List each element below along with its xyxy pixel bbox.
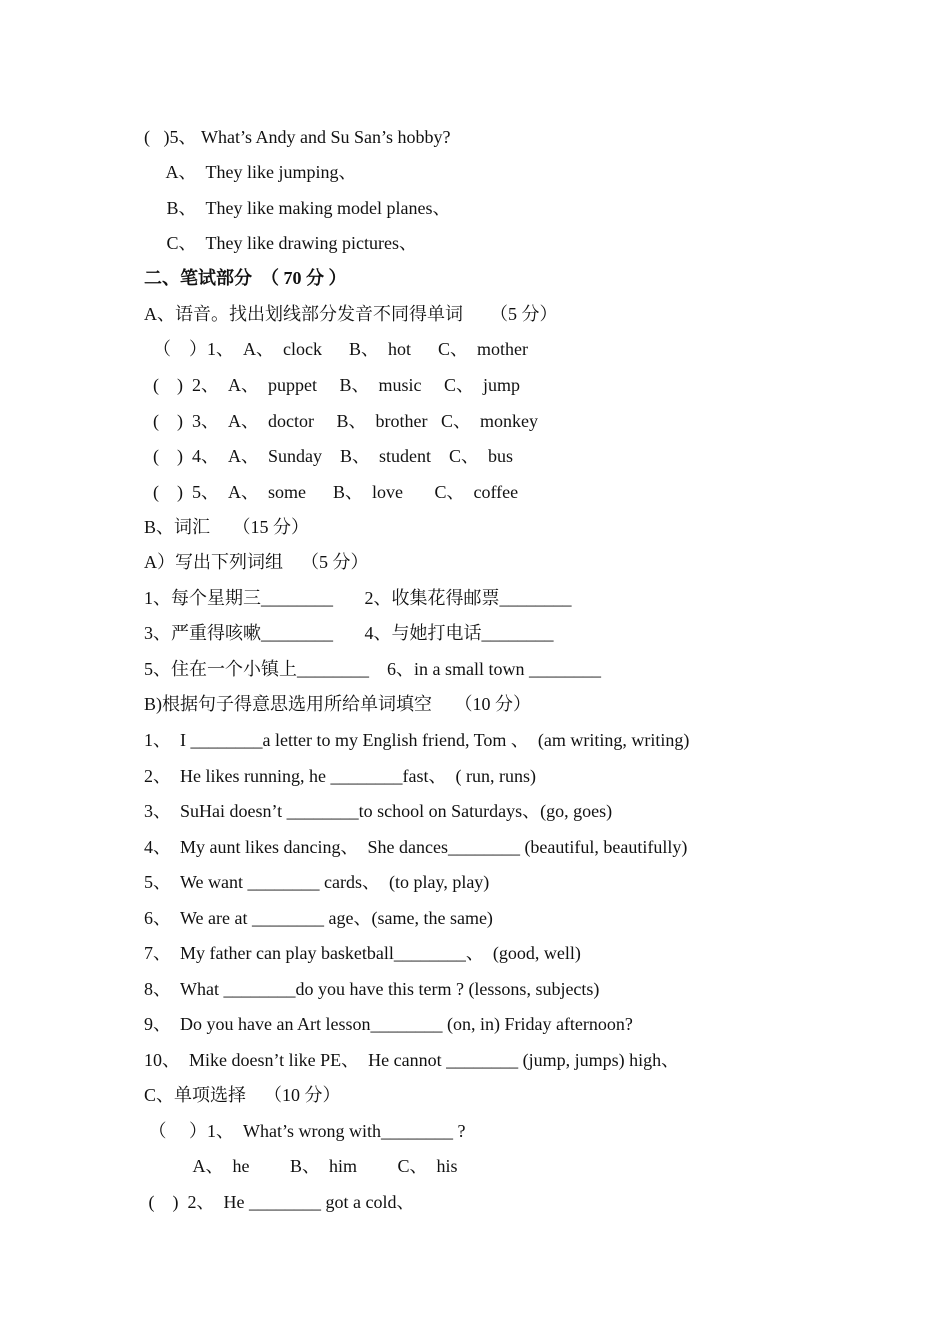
fill-in-item-3: 3、 SuHai doesn’t ________to school on Saturdays、(go, goes) <box>144 801 613 821</box>
option-a-jumping: A、 They like jumping、 <box>144 162 357 182</box>
choice-question-1: （ ）1、 What’s wrong with________ ? <box>144 1121 466 1141</box>
phrases-row-3: 5、住在一个小镇上________ 6、in a small town ________ <box>144 659 601 679</box>
phonetics-item-3: ( ) 3、 A、 doctor B、 brother C、 monkey <box>144 411 538 431</box>
multiple-choice-heading: C、单项选择 （10 分） <box>144 1085 341 1105</box>
section-heading-written-part: 二、笔试部分 （ 70 分 ） <box>144 268 347 288</box>
phonetics-item-4: ( ) 4、 A、 Sunday B、 student C、 bus <box>144 446 513 466</box>
question-5-andy-susan-hobby: ( )5、 What’s Andy and Su San’s hobby? <box>144 127 451 147</box>
choice-question-2: ( ) 2、 He ________ got a cold、 <box>144 1192 415 1212</box>
fill-in-item-7: 7、 My father can play basketball________、 (good, well) <box>144 943 581 963</box>
fill-in-item-1: 1、 I ________a letter to my English friend, Tom 、 (am writing, writing) <box>144 730 690 750</box>
choice-question-1-options: A、 he B、 him C、 his <box>144 1156 458 1176</box>
phrases-heading: A）写出下列词组 （5 分） <box>144 552 369 572</box>
fill-in-heading: B)根据句子得意思选用所给单词填空 （10 分） <box>144 694 531 714</box>
fill-in-item-9: 9、 Do you have an Art lesson________ (on, in) Friday afternoon? <box>144 1014 633 1034</box>
fill-in-item-2: 2、 He likes running, he ________fast、 ( run, runs) <box>144 766 536 786</box>
phonetics-item-5: ( ) 5、 A、 some B、 love C、 coffee <box>144 482 519 502</box>
fill-in-item-5: 5、 We want ________ cards、 (to play, play) <box>144 872 490 892</box>
vocabulary-heading: B、词汇 （15 分） <box>144 517 310 537</box>
phrases-row-2: 3、严重得咳嗽________ 4、与她打电话________ <box>144 623 554 643</box>
fill-in-item-6: 6、 We are at ________ age、(same, the same) <box>144 908 493 928</box>
option-b-model-planes: B、 They like making model planes、 <box>144 198 451 218</box>
fill-in-item-10: 10、 Mike doesn’t like PE、 He cannot ________ (jump, jumps) high、 <box>144 1050 680 1070</box>
phonetics-heading: A、语音。找出划线部分发音不同得单词 （5 分） <box>144 304 558 324</box>
fill-in-item-8: 8、 What ________do you have this term ? (lessons, subjects) <box>144 979 600 999</box>
fill-in-item-4: 4、 My aunt likes dancing、 She dances________ (beautiful, beautifully) <box>144 837 688 857</box>
phonetics-item-2: ( ) 2、 A、 puppet B、 music C、 jump <box>144 375 520 395</box>
option-c-drawing-pictures: C、 They like drawing pictures、 <box>144 233 417 253</box>
phrases-row-1: 1、每个星期三________ 2、收集花得邮票________ <box>144 588 572 608</box>
phonetics-item-1: （ ）1、 A、 clock B、 hot C、 mother <box>144 339 528 359</box>
